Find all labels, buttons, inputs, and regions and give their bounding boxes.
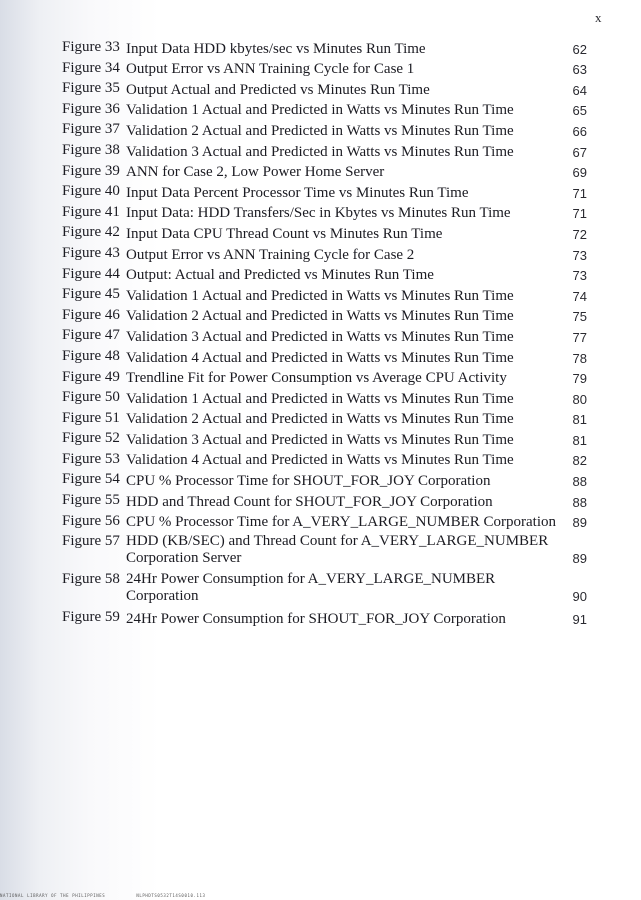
figure-label: Figure 46 (62, 306, 120, 323)
figure-title-line: CPU % Processor Time for SHOUT_FOR_JOY Corporation (126, 473, 491, 490)
figure-page-number: 82 (572, 453, 587, 469)
figure-title-line: Validation 2 Actual and Predicted in Watts vs Minutes Run Time (126, 411, 514, 428)
figure-entry (62, 408, 587, 429)
figure-entry (62, 37, 587, 58)
figure-title (126, 224, 559, 243)
figure-entry (62, 469, 587, 490)
figure-page-number: 73 (572, 247, 587, 263)
figure-title-line: 24Hr Power Consumption for A_VERY_LARGE_NUMBER (126, 571, 496, 588)
figure-title (126, 162, 559, 181)
figure-title-line: Output: Actual and Predicted vs Minutes Run Time (126, 267, 434, 284)
figure-page-number: 88 (572, 494, 587, 510)
figure-label: Figure 58 (62, 571, 120, 588)
footer-stamp (0, 893, 234, 898)
figure-title-line: HDD (KB/SEC) and Thread Count for A_VERY_LARGE_NUMBER (126, 533, 549, 550)
figure-label: Figure 33 (62, 39, 120, 55)
figure-title-line: Validation 3 Actual and Predicted in Watts vs Minutes Run Time (126, 143, 514, 160)
figure-page-number: 73 (572, 268, 587, 284)
figure-label: Figure 36 (62, 100, 120, 117)
figure-title-line: Input Data Percent Processor Time vs Minutes Run Time (126, 184, 469, 201)
figure-page-number: 71 (572, 206, 587, 222)
figure-title-line: Input Data CPU Thread Count vs Minutes Run Time (126, 225, 443, 242)
figure-label: Figure 42 (62, 224, 120, 241)
figure-title-line: Validation 2 Actual and Predicted in Watts vs Minutes Run Time (126, 308, 514, 325)
figure-label: Figure 48 (62, 347, 120, 364)
figure-title (126, 286, 559, 305)
figure-title-line: Corporation Server (126, 550, 242, 567)
figure-page-number: 77 (572, 329, 587, 345)
figure-title (126, 609, 559, 628)
figure-title-line: Validation 1 Actual and Predicted in Watts vs Minutes Run Time (126, 287, 514, 304)
figure-entry (62, 449, 587, 470)
figure-title (126, 59, 559, 78)
figure-entry (62, 161, 587, 182)
figure-label: Figure 35 (62, 80, 120, 97)
figure-page-number: 64 (572, 82, 587, 98)
figure-title-line: Output Actual and Predicted vs Minutes Run Time (126, 81, 430, 98)
figure-title (126, 492, 559, 511)
figure-entry (62, 511, 587, 532)
list-of-figures (62, 37, 587, 628)
figure-label: Figure 39 (62, 162, 120, 179)
figure-entry (62, 99, 587, 120)
figure-title (126, 265, 559, 284)
figure-page-number: 71 (572, 185, 587, 201)
figure-entry (62, 325, 587, 346)
figure-page-number: 79 (572, 371, 587, 387)
figure-page-number: 69 (572, 165, 587, 181)
figure-title (126, 142, 559, 161)
figure-title (126, 389, 559, 408)
figure-title-line: Validation 2 Actual and Predicted in Watts vs Minutes Run Time (126, 122, 514, 139)
figure-page-number: 81 (572, 432, 587, 448)
figure-page-number: 72 (572, 226, 587, 242)
figure-page-number: 66 (572, 123, 587, 139)
figure-title (126, 100, 559, 119)
figure-title-line: Validation 3 Actual and Predicted in Watts vs Minutes Run Time (126, 431, 514, 448)
figure-page-number: 75 (572, 309, 587, 325)
figure-entry (62, 243, 587, 264)
figure-label: Figure 37 (62, 121, 120, 138)
figure-title (126, 430, 559, 449)
figure-title-line: Validation 3 Actual and Predicted in Watts vs Minutes Run Time (126, 328, 514, 345)
figure-title-line: Input Data HDD kbytes/sec vs Minutes Run Time (126, 40, 426, 57)
figure-page-number: 74 (572, 288, 587, 304)
page-number: x (595, 10, 602, 25)
figure-label: Figure 47 (62, 327, 120, 344)
figure-entry (62, 181, 587, 202)
figure-title-line: ANN for Case 2, Low Power Home Server (126, 164, 385, 181)
figure-entry (62, 367, 587, 388)
figure-page-number: 90 (572, 589, 587, 605)
figure-label: Figure 54 (62, 471, 120, 488)
footer-library: NATIONAL LIBRARY OF THE PHILIPPINES (0, 893, 106, 898)
figure-title (126, 245, 559, 264)
figure-title (126, 39, 559, 58)
figure-title (126, 569, 559, 605)
figure-entry (62, 119, 587, 140)
figure-page-number: 81 (572, 412, 587, 428)
figure-label: Figure 44 (62, 265, 120, 282)
figure-entry (62, 284, 587, 305)
figure-page-number: 78 (572, 350, 587, 366)
figure-label: Figure 52 (62, 430, 120, 447)
figure-label: Figure 41 (62, 203, 120, 220)
figure-title-line: CPU % Processor Time for A_VERY_LARGE_NUMBER Corporation (126, 514, 557, 531)
figure-title (126, 450, 559, 469)
figure-page-number: 89 (572, 515, 587, 531)
figure-title-line: 24Hr Power Consumption for SHOUT_FOR_JOY Corporation (126, 610, 506, 627)
figure-label: Figure 56 (62, 512, 120, 529)
figure-title (126, 203, 559, 222)
figure-entry (62, 305, 587, 326)
figure-page-number: 65 (572, 103, 587, 119)
figure-title-line: Trendline Fit for Power Consumption vs Average CPU Activity (126, 370, 507, 387)
figure-title-line: HDD and Thread Count for SHOUT_FOR_JOY Corporation (126, 493, 493, 510)
figure-entry (62, 222, 587, 243)
figure-entry (62, 264, 587, 285)
figure-page-number: 88 (572, 474, 587, 490)
figure-title-line: Corporation (126, 588, 199, 605)
figure-title (126, 121, 559, 140)
figure-title (126, 348, 559, 367)
figure-page-number: 62 (572, 41, 587, 57)
figure-title-line: Input Data: HDD Transfers/Sec in Kbytes vs Minutes Run Time (126, 205, 511, 222)
figure-title-line: Output Error vs ANN Training Cycle for Case 2 (126, 246, 415, 263)
figure-label: Figure 51 (62, 409, 120, 426)
figure-label: Figure 34 (62, 59, 120, 76)
figure-entry (62, 140, 587, 161)
figure-title (126, 512, 559, 531)
figure-page-number: 89 (572, 551, 587, 567)
figure-page-number: 67 (572, 144, 587, 160)
figure-label: Figure 50 (62, 389, 120, 406)
figure-title (126, 531, 559, 567)
figure-label: Figure 49 (62, 368, 120, 385)
figure-title (126, 471, 559, 490)
figure-label: Figure 57 (62, 533, 120, 550)
figure-label: Figure 53 (62, 450, 120, 467)
figure-entry (62, 58, 587, 79)
figure-entry (62, 531, 587, 567)
figure-label: Figure 59 (62, 609, 120, 626)
figure-title (126, 80, 559, 99)
figure-title (126, 327, 559, 346)
figure-title-line: Validation 4 Actual and Predicted in Watts vs Minutes Run Time (126, 349, 514, 366)
figure-title-line: Validation 1 Actual and Predicted in Watts vs Minutes Run Time (126, 390, 514, 407)
figure-entry (62, 346, 587, 367)
figure-title (126, 368, 559, 387)
figure-entry (62, 202, 587, 223)
figure-label: Figure 55 (62, 492, 120, 509)
figure-page-number: 80 (572, 391, 587, 407)
figure-title-line: Output Error vs ANN Training Cycle for Case 1 (126, 61, 415, 78)
figure-entry (62, 607, 587, 628)
figure-title (126, 409, 559, 428)
figure-label: Figure 45 (62, 286, 120, 303)
figure-entry (62, 78, 587, 99)
figure-label: Figure 43 (62, 244, 120, 261)
figure-page-number: 91 (572, 611, 587, 627)
figure-title (126, 306, 559, 325)
figure-title-line: Validation 4 Actual and Predicted in Watts vs Minutes Run Time (126, 452, 514, 469)
footer-code: NLPHDTS0532T14S0010.113 (136, 893, 206, 898)
figure-entry (62, 428, 587, 449)
figure-page-number: 63 (572, 62, 587, 78)
figure-entry (62, 387, 587, 408)
figure-entry (62, 569, 587, 605)
figure-title (126, 183, 559, 202)
figure-label: Figure 38 (62, 141, 120, 158)
figure-entry (62, 490, 587, 511)
figure-label: Figure 40 (62, 183, 120, 200)
figure-title-line: Validation 1 Actual and Predicted in Watts vs Minutes Run Time (126, 102, 514, 119)
